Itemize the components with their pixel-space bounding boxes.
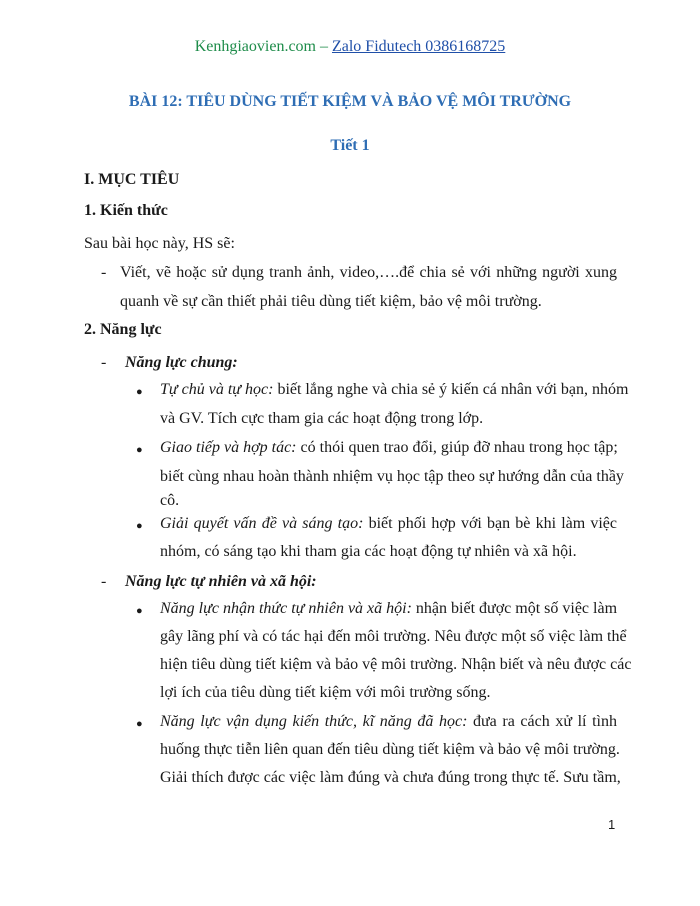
- knowledge-line-2: quanh về sự cần thiết phải tiêu dùng tiết kiệm, bảo vệ môi trường.: [120, 293, 542, 310]
- general-item-3-term: Giải quyết vấn đề và sáng tạo:: [160, 515, 364, 532]
- bullet-marker: ●: [136, 386, 143, 398]
- natural-item-1-term: Năng lực nhận thức tự nhiên và xã hội:: [160, 600, 412, 617]
- section-heading-objectives: I. MỤC TIÊU: [84, 171, 180, 188]
- natural-item-1-line-3: hiện tiêu dùng tiết kiệm và bảo vệ môi trường. Nhận biết và nêu được các: [160, 656, 632, 673]
- natural-item-2-line-3: Giải thích được các việc làm đúng và chưa đúng trong thực tế. Sưu tầm,: [160, 769, 621, 786]
- site-link[interactable]: Kenhgiaovien.com: [194, 38, 316, 55]
- natural-item-2-line-1: Năng lực vận dụng kiến thức, kĩ năng đã học: đưa ra cách xử lí tình: [160, 713, 617, 730]
- natural-item-1-line-4: lợi ích của tiêu dùng tiết kiệm với môi trường sống.: [160, 684, 491, 701]
- subsection-heading-competencies: 2. Năng lực: [84, 321, 162, 338]
- general-item-1-line-1: Tự chủ và tự học: biết lắng nghe và chia sẻ ý kiến cá nhân với bạn, nhóm: [160, 381, 629, 398]
- bullet-marker: ●: [136, 605, 143, 617]
- general-item-1-term: Tự chủ và tự học:: [160, 381, 274, 398]
- general-item-1-line-2: và GV. Tích cực tham gia các hoạt động trong lớp.: [160, 410, 484, 427]
- general-item-2-line-3: cô.: [160, 492, 180, 509]
- zalo-link[interactable]: Zalo Fidutech 0386168725: [331, 38, 506, 55]
- bullet-marker: ●: [136, 718, 143, 730]
- natural-item-2-term: Năng lực vận dụng kiến thức, kĩ năng đã học:: [160, 713, 468, 730]
- general-item-2-line-1: Giao tiếp và hợp tác: có thói quen trao đổi, giúp đỡ nhau trong học tập;: [160, 439, 618, 456]
- dash-marker: -: [101, 354, 107, 371]
- page-number: 1: [608, 817, 616, 832]
- natural-item-2-line-2: huống thực tiễn liên quan đến tiêu dùng tiết kiệm và bảo vệ môi trường.: [160, 741, 620, 758]
- subsection-heading-knowledge: 1. Kiến thức: [84, 202, 168, 219]
- bullet-marker: ●: [136, 444, 143, 456]
- general-item-3-line-2: nhóm, có sáng tạo khi tham gia các hoạt động tự nhiên và xã hội.: [160, 543, 577, 560]
- dash-marker: -: [101, 573, 107, 590]
- natural-competency-heading: Năng lực tự nhiên và xã hội:: [125, 573, 317, 590]
- general-item-3-line-1: Giải quyết vấn đề và sáng tạo: biết phối hợp với bạn bè khi làm việc: [160, 515, 618, 532]
- intro-text: Sau bài học này, HS sẽ:: [84, 235, 235, 252]
- general-competency-heading: Năng lực chung:: [125, 354, 238, 371]
- knowledge-line-1: Viết, vẽ hoặc sử dụng tranh ảnh, video,….để chia sẻ với những người xung: [120, 264, 617, 281]
- lesson-subtitle: Tiết 1: [330, 137, 370, 154]
- general-item-2-line-2: biết cùng nhau hoàn thành nhiệm vụ học tập theo sự hướng dẫn của thầy: [160, 468, 624, 485]
- header-separator: –: [315, 38, 332, 55]
- page-header: [0, 38, 700, 56]
- general-item-2-term: Giao tiếp và hợp tác:: [160, 439, 297, 456]
- bullet-marker: ●: [136, 520, 143, 532]
- dash-marker: -: [101, 264, 107, 281]
- natural-item-1-line-1: Năng lực nhận thức tự nhiên và xã hội: nhận biết được một số việc làm: [160, 600, 618, 617]
- natural-item-1-line-2: gây lãng phí và có tác hại đến môi trường. Nêu được một số việc làm thể: [160, 628, 627, 645]
- lesson-title: BÀI 12: TIÊU DÙNG TIẾT KIỆM VÀ BẢO VỆ MÔI TRƯỜNG: [128, 93, 572, 110]
